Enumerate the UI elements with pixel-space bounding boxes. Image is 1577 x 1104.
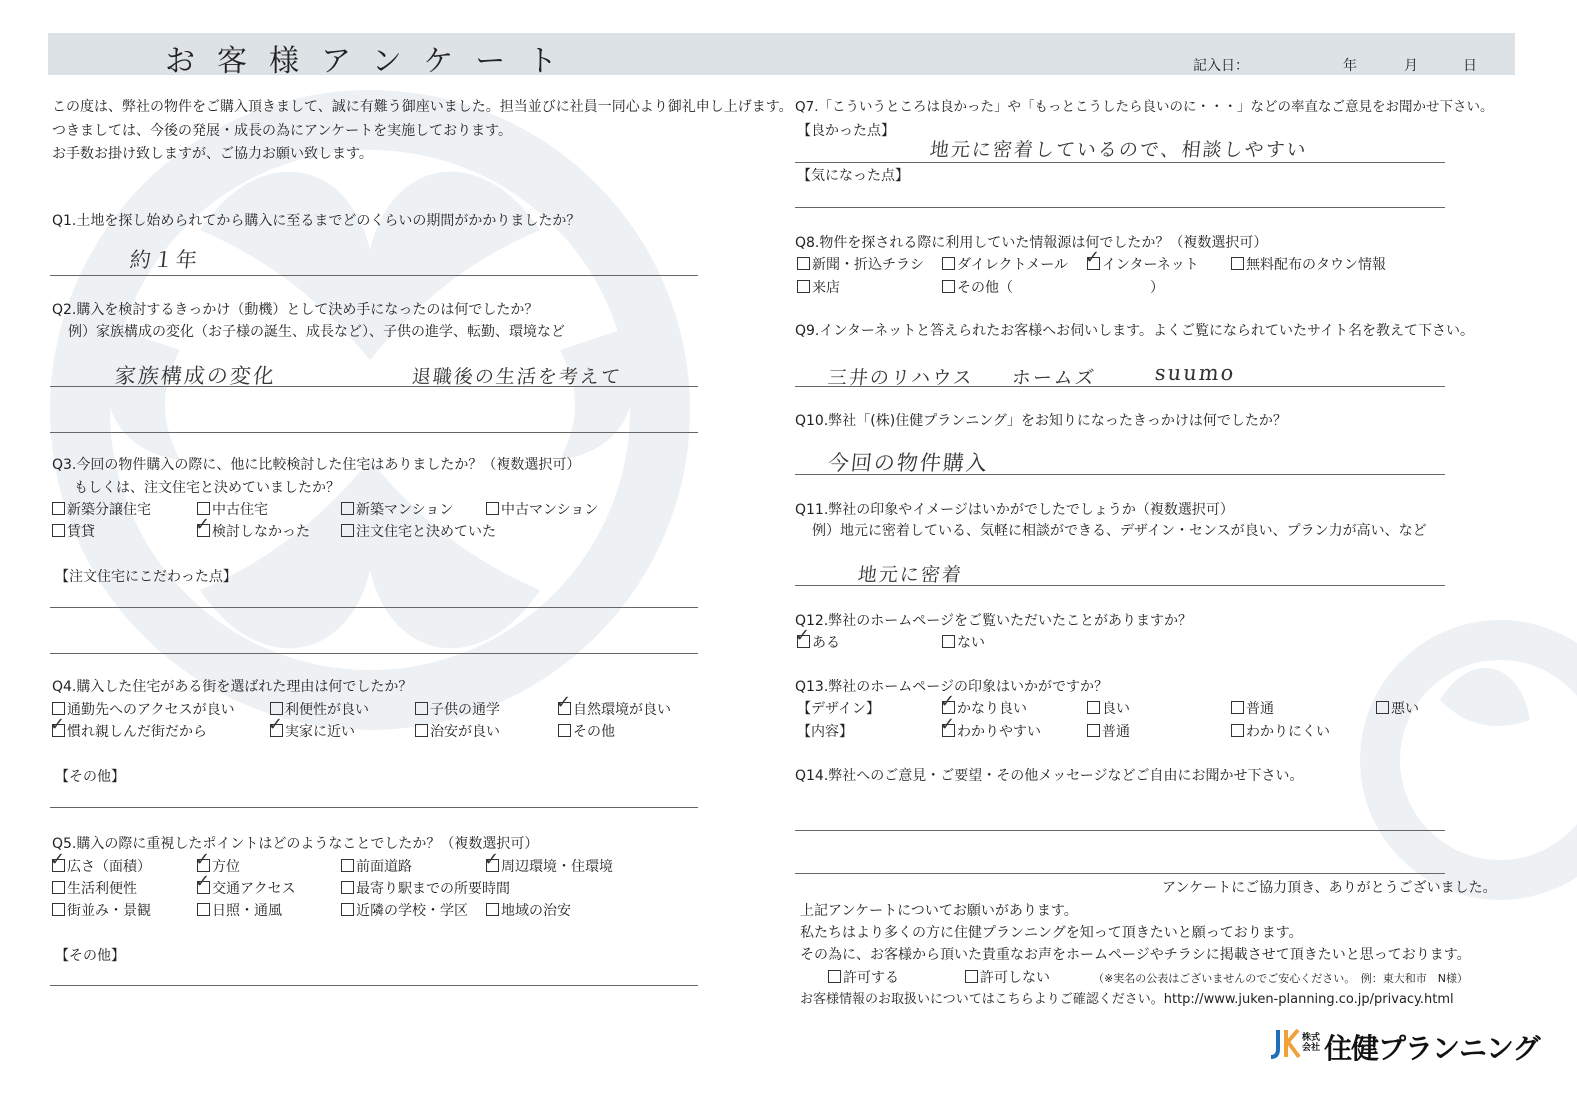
q12-option-no[interactable]: ない <box>942 634 985 652</box>
q5-line <box>50 985 698 986</box>
q5-option-front-road[interactable]: 前面道路 <box>341 858 412 876</box>
checkmark-icon: ✓ <box>940 691 956 712</box>
privacy-link[interactable]: お客様情報のお取扱いについてはこちらよりご確認ください。http://www.juken-planning.co.jp/privacy.html <box>800 992 1454 1007</box>
q9-question: Q9.インターネットと答えられたお客様へお伺いします。よくご覧になられていたサイト名を教えて下さい。 <box>795 323 1475 339</box>
q3-sub-label: 【注文住宅にこだわった点】 <box>55 569 237 585</box>
q2-answer-line-1 <box>50 386 698 387</box>
q13-design-very-good[interactable]: ✓ かなり良い <box>940 691 1027 717</box>
company-logo <box>1268 1027 1548 1065</box>
q12-question: Q12.弊社のホームページをご覧いただいたことがありますか？ <box>795 613 1193 629</box>
q4-line <box>50 807 698 808</box>
q8-question: Q8.物件を探される際に利用していた情報源は何でしたか？（複数選択可） <box>795 235 1268 251</box>
q3-line-2 <box>50 653 698 654</box>
q8-option-direct-mail[interactable]: ダイレクトメール <box>942 256 1068 274</box>
request-line-1: 上記アンケートについてお願いがあります。 <box>800 903 1078 919</box>
page-title: お客様アンケート <box>165 44 580 79</box>
q13-content-average[interactable]: 普通 <box>1087 723 1130 741</box>
q5-option-surroundings[interactable]: ✓ 周辺環境・住環境 <box>484 849 613 875</box>
q4-option-safety[interactable]: 治安が良い <box>415 723 500 741</box>
q12-option-yes[interactable]: ✓ ある <box>795 625 840 651</box>
q7-good-answer: 地元に密着しているので、相談しやすい <box>928 139 1309 161</box>
q7-good-label: 【良かった点】 <box>797 123 895 139</box>
request-line-2: 私たちはより多くの方に住健プランニングを知って頂きたいと願っております。 <box>800 925 1303 941</box>
q9-answer-2: ホームズ <box>1010 367 1098 389</box>
jk-logo-icon <box>1268 1027 1302 1063</box>
q11-line <box>795 585 1445 586</box>
q7-concern-line <box>795 207 1445 208</box>
q8-option-town-info[interactable]: 無料配布のタウン情報 <box>1231 256 1386 274</box>
q9-line <box>795 386 1445 387</box>
q4-option-commute[interactable]: 通勤先へのアクセスが良い <box>52 701 235 719</box>
checkmark-icon: ✓ <box>195 514 211 535</box>
date-label: 記入日： <box>1193 58 1249 74</box>
q3-option-rental[interactable]: 賃貸 <box>52 523 95 541</box>
q4-sub-label: 【その他】 <box>55 769 125 785</box>
logo-company-type: 株式会社 <box>1302 1033 1321 1053</box>
q14-question: Q14.弊社へのご意見・ご要望・その他メッセージなどご自由にお聞かせ下さい。 <box>795 768 1304 784</box>
q11-answer: 地元に密着 <box>856 564 965 586</box>
q13-design-average[interactable]: 普通 <box>1231 700 1274 718</box>
q4-question: Q4.購入した住宅がある街を選ばれた理由は何でしたか？ <box>52 679 413 695</box>
q13-question: Q13.弊社のホームページの印象はいかがですか？ <box>795 679 1109 695</box>
intro-line-3: お手数お掛け致しますが、ご協力お願い致します。 <box>52 146 373 162</box>
q3-question-2: もしくは、注文住宅と決めていましたか？ <box>74 480 340 496</box>
q5-option-transport[interactable]: ✓ 交通アクセス <box>195 871 296 897</box>
checkmark-icon: ✓ <box>268 714 284 735</box>
q1-answer: 約１年 <box>128 248 201 272</box>
q5-option-direction[interactable]: ✓ 方位 <box>195 849 240 875</box>
q9-answer-1: 三井のリハウス <box>826 367 975 389</box>
q4-option-nature[interactable]: ✓ 自然環境が良い <box>556 692 671 718</box>
q8-option-newspaper[interactable]: 新聞・折込チラシ <box>797 256 924 274</box>
q3-question: Q3.今回の物件購入の際に、他に比較検討した住宅はありましたか？（複数選択可） <box>52 457 581 473</box>
q5-option-townscape[interactable]: 街並み・景観 <box>52 902 151 920</box>
q3-option-used-mansion[interactable]: 中古マンション <box>486 501 598 519</box>
checkmark-icon: ✓ <box>940 714 956 735</box>
q2-answer-2: 退職後の生活を考えて <box>410 366 624 388</box>
q13-design-good[interactable]: 良い <box>1087 700 1130 718</box>
q8-close-paren: ） <box>1150 280 1164 296</box>
q5-option-station-time[interactable]: 最寄り駅までの所要時間 <box>341 880 510 898</box>
permit-checkbox[interactable]: 許可する <box>828 969 899 987</box>
q4-option-familiar-town[interactable]: ✓ 慣れ親しんだ街だから <box>50 714 207 740</box>
q13-content-label: 【内容】 <box>797 724 853 740</box>
thanks-text: アンケートにご協力頂き、ありがとうございました。 <box>1162 880 1497 896</box>
q7-question: Q7.「こういうところは良かった」や「もっとこうしたら良いのに・・・」などの率直なご意見をお聞かせ下さい。 <box>795 99 1494 115</box>
q5-question: Q5.購入の際に重視したポイントはどのようなことでしたか？（複数選択可） <box>52 836 539 852</box>
q11-question: Q11.弊社の印象やイメージはいかがでしたでしょうか（複数選択可） <box>795 502 1234 518</box>
q3-option-custom-home[interactable]: 注文住宅と決めていた <box>341 523 496 541</box>
q4-option-convenience[interactable]: 利便性が良い <box>270 701 369 719</box>
q1-answer-line <box>50 275 698 276</box>
q4-option-school[interactable]: 子供の通学 <box>415 701 500 719</box>
q7-concern-label: 【気になった点】 <box>797 168 909 184</box>
q11-example: 例）地元に密着している、気軽に相談ができる、デザイン・センスが良い、プラン力が高い、など <box>812 523 1427 539</box>
q3-option-new-mansion[interactable]: 新築マンション <box>341 501 453 519</box>
q5-option-school-district[interactable]: 近隣の学校・学区 <box>341 902 468 920</box>
date-day: 日 <box>1463 58 1477 74</box>
q3-line-1 <box>50 607 698 608</box>
intro-line-2: つきましては、今後の発展・成長の為にアンケートを実施しております。 <box>52 123 513 139</box>
q2-example: 例）家族構成の変化（お子様の誕生、成長など）、子供の進学、転勤、環境など <box>68 324 565 340</box>
q9-answer-3: suumo <box>1153 361 1237 385</box>
q13-design-bad[interactable]: 悪い <box>1376 700 1419 718</box>
date-year: 年 <box>1343 58 1357 74</box>
q4-option-other[interactable]: その他 <box>558 723 615 741</box>
q2-answer-1: 家族構成の変化 <box>113 364 278 388</box>
checkmark-icon: ✓ <box>195 849 211 870</box>
checkmark-icon: ✓ <box>556 692 572 713</box>
q5-option-living-convenience[interactable]: 生活利便性 <box>52 880 137 898</box>
q5-option-area-safety[interactable]: 地域の治安 <box>486 902 571 920</box>
publication-note: （※実名の公表はございませんのでご安心ください。 例：東大和市 N様） <box>1093 972 1468 985</box>
q8-option-visit[interactable]: 来店 <box>797 279 840 297</box>
q10-answer: 今回の物件購入 <box>826 451 991 475</box>
q10-question: Q10.弊社「(株)住健プランニング」をお知りになったきっかけは何でしたか？ <box>795 413 1287 429</box>
q8-option-other[interactable]: その他（ <box>942 279 1013 297</box>
q13-content-unclear[interactable]: わかりにくい <box>1231 723 1330 741</box>
intro-line-1: この度は、弊社の物件をご購入頂きまして、誠に有難う御座いました。担当並びに社員一同心より御礼申し上げます。 <box>52 99 793 115</box>
q8-option-internet[interactable]: ✓ インターネット <box>1085 247 1199 273</box>
q13-design-label: 【デザイン】 <box>797 701 881 717</box>
q2-answer-line-2 <box>50 432 698 433</box>
checkmark-icon: ✓ <box>195 871 211 892</box>
q7-good-line <box>795 162 1445 163</box>
deny-checkbox[interactable]: 許可しない <box>965 969 1050 987</box>
q1-question: Q1.土地を探し始められてから購入に至るまでどのくらいの期間がかかりましたか？ <box>52 213 581 229</box>
q5-option-area[interactable]: ✓ 広さ（面積） <box>50 849 151 875</box>
checkmark-icon: ✓ <box>484 849 500 870</box>
q13-content-clear[interactable]: ✓ わかりやすい <box>940 714 1041 740</box>
q3-option-used-house[interactable]: 中古住宅 <box>197 501 268 519</box>
checkmark-icon: ✓ <box>795 625 811 646</box>
q5-option-sunlight[interactable]: 日照・通風 <box>197 902 282 920</box>
q4-option-near-parents[interactable]: ✓ 実家に近い <box>268 714 355 740</box>
logo-name: 住健プランニング <box>1324 1032 1540 1065</box>
request-line-3: その為に、お客様から頂いた貴重なお声をホームページやチラシに掲載させて頂きたいと思っております。 <box>800 947 1471 963</box>
checkmark-icon: ✓ <box>50 714 66 735</box>
q14-line-2 <box>795 873 1445 874</box>
checkmark-icon: ✓ <box>1085 247 1101 268</box>
q10-line <box>795 474 1445 475</box>
q3-option-not-considered[interactable]: ✓ 検討しなかった <box>195 514 310 540</box>
q3-option-new-detached[interactable]: 新築分譲住宅 <box>52 501 151 519</box>
checkmark-icon: ✓ <box>50 849 66 870</box>
q5-sub-label: 【その他】 <box>55 948 125 964</box>
q2-question: Q2.購入を検討するきっかけ（動機）として決め手になったのは何でしたか？ <box>52 302 539 318</box>
date-month: 月 <box>1404 58 1418 74</box>
q14-line-1 <box>795 830 1445 831</box>
